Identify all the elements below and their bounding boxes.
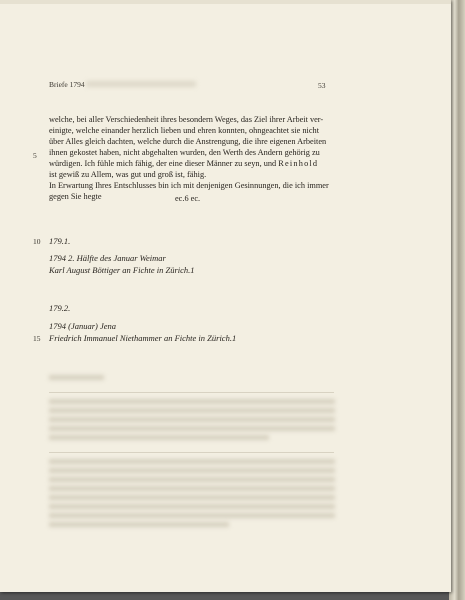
line-number-5: 5 xyxy=(33,151,37,160)
blurred-note-line xyxy=(49,477,335,482)
blurred-note-line xyxy=(49,399,335,404)
blurred-note-line xyxy=(49,486,335,491)
letter-line: gegen Sie hegte xyxy=(49,192,102,201)
footnote-rule xyxy=(49,392,334,393)
letter-line: einigte, welche einander herzlich lieben und ehren konnten, ohngeachtet sie nicht xyxy=(49,126,320,135)
letter-line: welche, bei aller Verschiedenheit ihres besondern Weges, das Ziel ihrer Arbeit ver- xyxy=(49,115,324,124)
entry-sender-recipient: Karl August Böttiger an Fichte in Zürich.1 xyxy=(49,265,195,275)
running-head: Briefe 1794 xyxy=(49,80,85,89)
footnote-rule xyxy=(49,452,334,453)
blurred-note-line xyxy=(49,495,335,500)
entry-sender-recipient: Friedrich Immanuel Niethammer an Fichte in Zürich.1 xyxy=(49,333,237,343)
entry-date-place: 1794 2. Hälfte des Januar Weimar xyxy=(49,253,166,263)
line-number-10: 10 xyxy=(33,237,41,246)
blurred-note-line xyxy=(49,504,335,509)
entry-number: 179.2. xyxy=(49,303,71,313)
spaced-name: Reinhold xyxy=(278,159,319,168)
line-number-15: 15 xyxy=(33,334,41,343)
entry-date-place: 1794 (Januar) Jena xyxy=(49,321,117,331)
letter-line: In Erwartung Ihres Entschlusses bin ich mit denjenigen Gesinnungen, die ich immer xyxy=(49,181,329,190)
letter-line: ihnen gekostet haben, nicht abgehalten wurden, den Werth des Andern gehörig zu xyxy=(49,148,320,157)
letter-line: über Alles gleich dachten, welche durch die Anstrengung, die ihre eigenen Arbeiten xyxy=(49,137,327,146)
blurred-note-line xyxy=(49,522,229,527)
blurred-note-line xyxy=(49,435,269,440)
letter-line: ist gewiß zu Allem, was gut und groß ist, fähig. xyxy=(49,170,207,179)
letter-closing: ec.6 ec. xyxy=(175,194,201,203)
blurred-note-line xyxy=(49,459,335,464)
entry-number: 179.1. xyxy=(49,236,71,246)
blurred-footnote xyxy=(49,375,104,380)
page-number: 53 xyxy=(318,81,326,90)
blurred-note-line xyxy=(49,417,335,422)
blurred-note-line xyxy=(49,468,335,473)
letter-line-text: würdigen. Ich fühle mich fähig, der eine dieser Männer zu seyn, und xyxy=(49,159,279,168)
blurred-running-head-text xyxy=(86,81,196,87)
blurred-note-line xyxy=(49,426,335,431)
letter-line xyxy=(49,158,318,169)
blurred-note-line xyxy=(49,408,335,413)
page-top-edge xyxy=(0,0,451,4)
book-edge xyxy=(449,0,465,600)
blurred-note-line xyxy=(49,513,335,518)
